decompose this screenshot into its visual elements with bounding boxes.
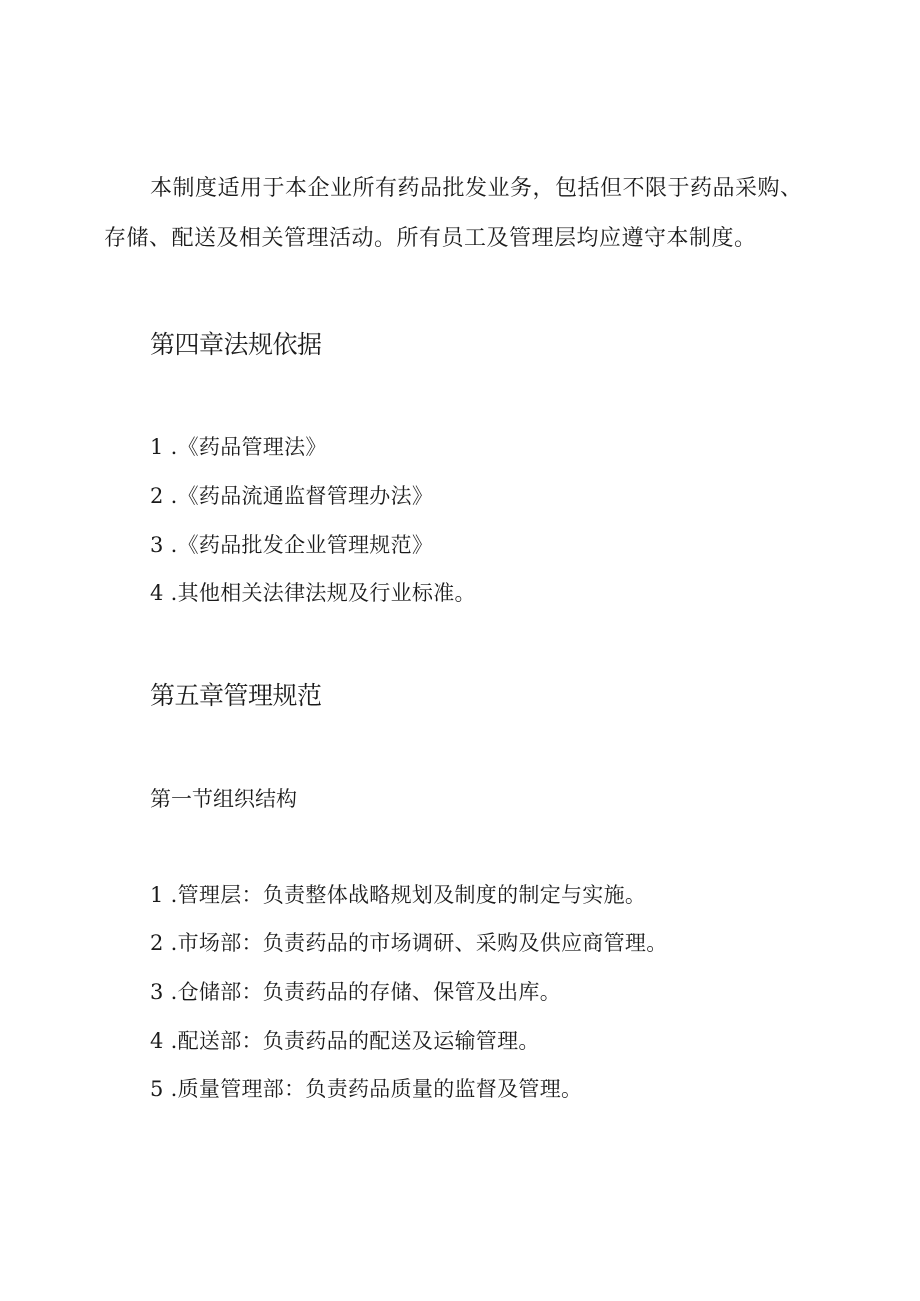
section-1-item-2: 2 .市场部：负责药品的市场调研、采购及供应商管理。 xyxy=(150,931,668,955)
section-1-item-4: 4 .配送部：负责药品的配送及运输管理。 xyxy=(150,1029,540,1053)
section-1-item-3: 3 .仓储部：负责药品的存储、保管及出库。 xyxy=(150,980,562,1004)
intro-paragraph-line-2: 存储、配送及相关管理活动。所有员工及管理层均应遵守本制度。 xyxy=(104,226,757,251)
chapter-4-item-1: 1 .《药品管理法》 xyxy=(150,435,327,459)
chapter-5-heading: 第五章管理规范 xyxy=(150,681,322,710)
section-1-item-5: 5 .质量管理部：负责药品质量的监督及管理。 xyxy=(150,1077,583,1101)
chapter-4-item-2: 2 .《药品流通监督管理办法》 xyxy=(150,484,434,508)
chapter-4-heading: 第四章法规依据 xyxy=(150,330,322,359)
chapter-4-item-4: 4 .其他相关法律法规及行业标准。 xyxy=(150,581,476,605)
section-1-heading: 第一节组织结构 xyxy=(150,787,297,811)
intro-paragraph-line-1: 本制度适用于本企业所有药品批发业务，包括但不限于药品采购、 xyxy=(150,176,803,201)
section-1-item-1: 1 .管理层：负责整体战略规划及制度的制定与实施。 xyxy=(150,883,647,907)
chapter-4-item-3: 3 .《药品批发企业管理规范》 xyxy=(150,533,434,557)
